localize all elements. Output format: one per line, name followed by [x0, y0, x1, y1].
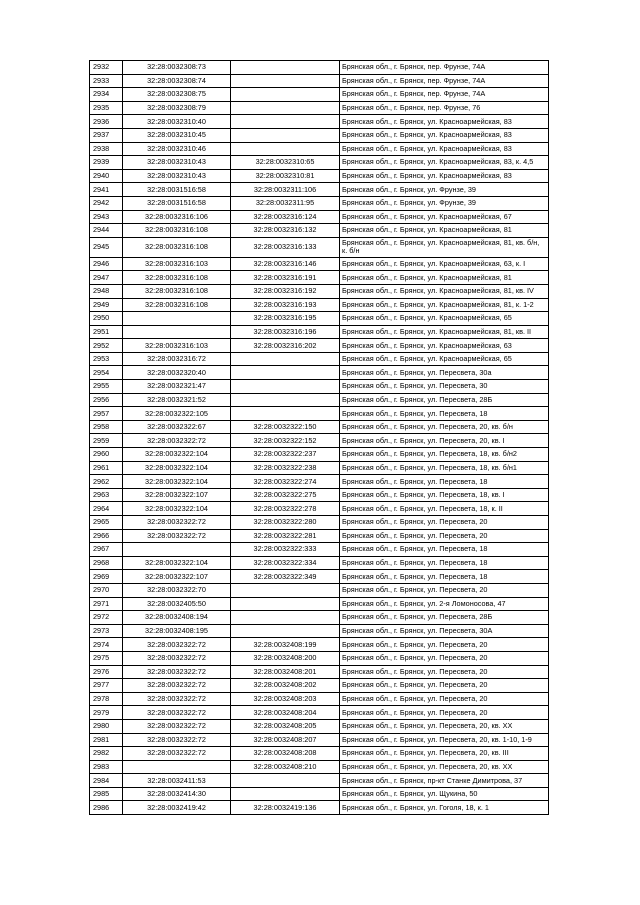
- table-row: [90, 339, 549, 353]
- linked-cadastral-number-cell: [231, 611, 340, 625]
- address-cell: Брянская обл., г. Брянск, пер. Фрунзе, 76: [340, 101, 549, 115]
- address-cell: Брянская обл., г. Брянск, ул. Пересвета, 30А: [340, 624, 549, 638]
- cadastral-table-body: [90, 61, 549, 815]
- table-row: [90, 284, 549, 298]
- address-cell: Брянская обл., г. Брянск, ул. Красноармейская, 81, кв. IV: [340, 284, 549, 298]
- cadastral-number-cell: 32:28:0032316:103: [123, 257, 231, 271]
- cadastral-number-cell: 32:28:0032322:107: [123, 570, 231, 584]
- row-number-cell: 2972: [90, 611, 123, 625]
- table-row: [90, 679, 549, 693]
- table-row: [90, 61, 549, 75]
- address-cell: Брянская обл., г. Брянск, ул. Красноармейская, 81: [340, 224, 549, 238]
- cadastral-number-cell: 32:28:0032322:72: [123, 665, 231, 679]
- row-number-cell: 2979: [90, 706, 123, 720]
- address-cell: Брянская обл., г. Брянск, ул. Красноармейская, 83, к. 4,5: [340, 156, 549, 170]
- linked-cadastral-number-cell: [231, 128, 340, 142]
- cadastral-number-cell: 32:28:0032322:72: [123, 692, 231, 706]
- row-number-cell: 2964: [90, 502, 123, 516]
- table-row: [90, 719, 549, 733]
- address-cell: Брянская обл., г. Брянск, ул. Пересвета, 18: [340, 407, 549, 421]
- table-row: [90, 488, 549, 502]
- row-number-cell: 2957: [90, 407, 123, 421]
- linked-cadastral-number-cell: [231, 407, 340, 421]
- linked-cadastral-number-cell: 32:28:0032322:150: [231, 420, 340, 434]
- linked-cadastral-number-cell: 32:28:0032322:274: [231, 475, 340, 489]
- address-cell: Брянская обл., г. Брянск, ул. Красноармейская, 65: [340, 312, 549, 326]
- table-row: [90, 624, 549, 638]
- address-cell: Брянская обл., г. Брянск, ул. Красноармейская, 81, к. 1-2: [340, 298, 549, 312]
- table-row: [90, 257, 549, 271]
- linked-cadastral-number-cell: 32:28:0032310:81: [231, 169, 340, 183]
- cadastral-number-cell: 32:28:0032322:72: [123, 706, 231, 720]
- table-row: [90, 543, 549, 557]
- table-row: [90, 774, 549, 788]
- table-row: [90, 128, 549, 142]
- address-cell: Брянская обл., г. Брянск, ул. Красноармейская, 81, кв. II: [340, 325, 549, 339]
- row-number-cell: 2946: [90, 257, 123, 271]
- table-row: [90, 271, 549, 285]
- linked-cadastral-number-cell: 32:28:0032322:333: [231, 543, 340, 557]
- linked-cadastral-number-cell: [231, 352, 340, 366]
- table-row: [90, 312, 549, 326]
- linked-cadastral-number-cell: [231, 393, 340, 407]
- linked-cadastral-number-cell: 32:28:0032322:238: [231, 461, 340, 475]
- row-number-cell: 2971: [90, 597, 123, 611]
- cadastral-number-cell: 32:28:0032322:72: [123, 516, 231, 530]
- address-cell: Брянская обл., г. Брянск, пр-кт Станке Димитрова, 37: [340, 774, 549, 788]
- address-cell: Брянская обл., г. Брянск, ул. Красноармейская, 81: [340, 271, 549, 285]
- row-number-cell: 2975: [90, 651, 123, 665]
- cadastral-number-cell: 32:28:0032411:53: [123, 774, 231, 788]
- row-number-cell: 2949: [90, 298, 123, 312]
- linked-cadastral-number-cell: 32:28:0032408:205: [231, 719, 340, 733]
- address-cell: Брянская обл., г. Брянск, ул. Пересвета, 20: [340, 706, 549, 720]
- row-number-cell: 2953: [90, 352, 123, 366]
- row-number-cell: 2937: [90, 128, 123, 142]
- address-cell: Брянская обл., г. Брянск, ул. Красноармейская, 65: [340, 352, 549, 366]
- address-cell: Брянская обл., г. Брянск, ул. Красноармейская, 83: [340, 115, 549, 129]
- row-number-cell: 2952: [90, 339, 123, 353]
- linked-cadastral-number-cell: 32:28:0032316:196: [231, 325, 340, 339]
- table-row: [90, 169, 549, 183]
- linked-cadastral-number-cell: 32:28:0032311:106: [231, 183, 340, 197]
- row-number-cell: 2956: [90, 393, 123, 407]
- row-number-cell: 2940: [90, 169, 123, 183]
- cadastral-number-cell: 32:28:0032308:75: [123, 88, 231, 102]
- table-row: [90, 407, 549, 421]
- cadastral-number-cell: 32:28:0032310:45: [123, 128, 231, 142]
- row-number-cell: 2973: [90, 624, 123, 638]
- linked-cadastral-number-cell: 32:28:0032322:152: [231, 434, 340, 448]
- row-number-cell: 2969: [90, 570, 123, 584]
- address-cell: Брянская обл., г. Брянск, ул. Пересвета, 18, к. II: [340, 502, 549, 516]
- cadastral-number-cell: 32:28:0032322:72: [123, 747, 231, 761]
- row-number-cell: 2936: [90, 115, 123, 129]
- cadastral-number-cell: 32:28:0032322:104: [123, 556, 231, 570]
- row-number-cell: 2982: [90, 747, 123, 761]
- row-number-cell: 2941: [90, 183, 123, 197]
- address-cell: Брянская обл., г. Брянск, ул. Пересвета, 20, кв. I: [340, 434, 549, 448]
- table-row: [90, 142, 549, 156]
- address-cell: Брянская обл., г. Брянск, ул. Красноармейская, 83: [340, 142, 549, 156]
- cadastral-number-cell: [123, 312, 231, 326]
- linked-cadastral-number-cell: 32:28:0032408:201: [231, 665, 340, 679]
- cadastral-number-cell: 32:28:0032308:79: [123, 101, 231, 115]
- row-number-cell: 2943: [90, 210, 123, 224]
- table-row: [90, 516, 549, 530]
- cadastral-number-cell: 32:28:0032316:108: [123, 224, 231, 238]
- cadastral-number-cell: 32:28:0032322:72: [123, 719, 231, 733]
- address-cell: Брянская обл., г. Брянск, ул. Пересвета, 20, кв. XX: [340, 760, 549, 774]
- linked-cadastral-number-cell: [231, 74, 340, 88]
- row-number-cell: 2955: [90, 380, 123, 394]
- table-row: [90, 434, 549, 448]
- linked-cadastral-number-cell: 32:28:0032419:136: [231, 801, 340, 815]
- table-row: [90, 210, 549, 224]
- table-row: [90, 298, 549, 312]
- table-row: [90, 787, 549, 801]
- table-row: [90, 801, 549, 815]
- address-cell: Брянская обл., г. Брянск, ул. Пересвета, 18: [340, 570, 549, 584]
- row-number-cell: 2970: [90, 583, 123, 597]
- table-row: [90, 420, 549, 434]
- cadastral-number-cell: 32:28:0032322:104: [123, 502, 231, 516]
- table-row: [90, 611, 549, 625]
- address-cell: Брянская обл., г. Брянск, ул. Пересвета, 20, кв. б/н: [340, 420, 549, 434]
- row-number-cell: 2961: [90, 461, 123, 475]
- row-number-cell: 2939: [90, 156, 123, 170]
- row-number-cell: 2983: [90, 760, 123, 774]
- address-cell: Брянская обл., г. Брянск, ул. 2-я Ломоносова, 47: [340, 597, 549, 611]
- table-row: [90, 74, 549, 88]
- linked-cadastral-number-cell: 32:28:0032322:334: [231, 556, 340, 570]
- cadastral-number-cell: 32:28:0032322:72: [123, 679, 231, 693]
- address-cell: Брянская обл., г. Брянск, пер. Фрунзе, 74А: [340, 74, 549, 88]
- row-number-cell: 2966: [90, 529, 123, 543]
- address-cell: Брянская обл., г. Брянск, ул. Пересвета, 20: [340, 529, 549, 543]
- row-number-cell: 2944: [90, 224, 123, 238]
- table-row: [90, 325, 549, 339]
- table-row: [90, 529, 549, 543]
- row-number-cell: 2951: [90, 325, 123, 339]
- cadastral-number-cell: 32:28:0032316:72: [123, 352, 231, 366]
- linked-cadastral-number-cell: 32:28:0032408:204: [231, 706, 340, 720]
- cadastral-number-cell: 32:28:0032321:47: [123, 380, 231, 394]
- table-row: [90, 760, 549, 774]
- address-cell: Брянская обл., г. Брянск, ул. Гоголя, 18, к. 1: [340, 801, 549, 815]
- cadastral-number-cell: 32:28:0032414:30: [123, 787, 231, 801]
- linked-cadastral-number-cell: 32:28:0032322:278: [231, 502, 340, 516]
- address-cell: Брянская обл., г. Брянск, пер. Фрунзе, 74А: [340, 61, 549, 75]
- row-number-cell: 2968: [90, 556, 123, 570]
- cadastral-number-cell: 32:28:0032310:43: [123, 156, 231, 170]
- row-number-cell: 2985: [90, 787, 123, 801]
- address-cell: Брянская обл., г. Брянск, ул. Пересвета, 20, кв. III: [340, 747, 549, 761]
- table-row: [90, 115, 549, 129]
- cadastral-number-cell: 32:28:0032322:104: [123, 461, 231, 475]
- table-row: [90, 665, 549, 679]
- linked-cadastral-number-cell: 32:28:0032316:133: [231, 237, 340, 257]
- address-cell: Брянская обл., г. Брянск, ул. Пересвета, 28Б: [340, 393, 549, 407]
- linked-cadastral-number-cell: 32:28:0032316:202: [231, 339, 340, 353]
- cadastral-number-cell: 32:28:0032308:73: [123, 61, 231, 75]
- linked-cadastral-number-cell: 32:28:0032408:202: [231, 679, 340, 693]
- cadastral-number-cell: 32:28:0032322:104: [123, 448, 231, 462]
- address-cell: Брянская обл., г. Брянск, ул. Пересвета, 30а: [340, 366, 549, 380]
- cadastral-number-cell: 32:28:0032322:72: [123, 529, 231, 543]
- address-cell: Брянская обл., г. Брянск, ул. Фрунзе, 39: [340, 196, 549, 210]
- cadastral-number-cell: 32:28:0032322:70: [123, 583, 231, 597]
- row-number-cell: 2965: [90, 516, 123, 530]
- address-cell: Брянская обл., г. Брянск, ул. Пересвета, 18: [340, 475, 549, 489]
- linked-cadastral-number-cell: 32:28:0032408:199: [231, 638, 340, 652]
- address-cell: Брянская обл., г. Брянск, ул. Пересвета, 20: [340, 679, 549, 693]
- linked-cadastral-number-cell: 32:28:0032310:65: [231, 156, 340, 170]
- linked-cadastral-number-cell: 32:28:0032316:146: [231, 257, 340, 271]
- address-cell: Брянская обл., г. Брянск, ул. Красноармейская, 81, кв. б/н, к. б/н: [340, 237, 549, 257]
- cadastral-number-cell: 32:28:0032308:74: [123, 74, 231, 88]
- address-cell: Брянская обл., г. Брянск, ул. Пересвета, 30: [340, 380, 549, 394]
- cadastral-number-cell: 32:28:0032322:72: [123, 651, 231, 665]
- cadastral-number-cell: 32:28:0032316:108: [123, 237, 231, 257]
- address-cell: Брянская обл., г. Брянск, ул. Пересвета, 20: [340, 583, 549, 597]
- cadastral-number-cell: 32:28:0032408:194: [123, 611, 231, 625]
- table-row: [90, 733, 549, 747]
- address-cell: Брянская обл., г. Брянск, ул. Красноармейская, 63, к. I: [340, 257, 549, 271]
- linked-cadastral-number-cell: 32:28:0032322:280: [231, 516, 340, 530]
- table-row: [90, 638, 549, 652]
- linked-cadastral-number-cell: [231, 115, 340, 129]
- linked-cadastral-number-cell: 32:28:0032322:275: [231, 488, 340, 502]
- row-number-cell: 2978: [90, 692, 123, 706]
- row-number-cell: 2947: [90, 271, 123, 285]
- linked-cadastral-number-cell: [231, 583, 340, 597]
- cadastral-number-cell: 32:28:0032310:40: [123, 115, 231, 129]
- linked-cadastral-number-cell: 32:28:0032408:208: [231, 747, 340, 761]
- row-number-cell: 2935: [90, 101, 123, 115]
- linked-cadastral-number-cell: [231, 380, 340, 394]
- linked-cadastral-number-cell: 32:28:0032311:95: [231, 196, 340, 210]
- linked-cadastral-number-cell: 32:28:0032316:132: [231, 224, 340, 238]
- cadastral-number-cell: [123, 543, 231, 557]
- cadastral-number-cell: 32:28:0032405:50: [123, 597, 231, 611]
- table-row: [90, 556, 549, 570]
- cadastral-number-cell: 32:28:0032322:72: [123, 733, 231, 747]
- row-number-cell: 2942: [90, 196, 123, 210]
- table-row: [90, 461, 549, 475]
- table-row: [90, 393, 549, 407]
- table-row: [90, 352, 549, 366]
- linked-cadastral-number-cell: [231, 101, 340, 115]
- address-cell: Брянская обл., г. Брянск, ул. Пересвета, 18, кв. б/н1: [340, 461, 549, 475]
- linked-cadastral-number-cell: 32:28:0032408:210: [231, 760, 340, 774]
- address-cell: Брянская обл., г. Брянск, ул. Красноармейская, 83: [340, 169, 549, 183]
- row-number-cell: 2980: [90, 719, 123, 733]
- linked-cadastral-number-cell: [231, 624, 340, 638]
- row-number-cell: 2967: [90, 543, 123, 557]
- cadastral-number-cell: 32:28:0032408:195: [123, 624, 231, 638]
- table-row: [90, 196, 549, 210]
- row-number-cell: 2959: [90, 434, 123, 448]
- linked-cadastral-number-cell: 32:28:0032316:124: [231, 210, 340, 224]
- linked-cadastral-number-cell: 32:28:0032316:193: [231, 298, 340, 312]
- row-number-cell: 2962: [90, 475, 123, 489]
- row-number-cell: 2958: [90, 420, 123, 434]
- address-cell: Брянская обл., г. Брянск, ул. Пересвета, 20, кв. 1-10, 1-9: [340, 733, 549, 747]
- address-cell: Брянская обл., г. Брянск, ул. Пересвета, 28Б: [340, 611, 549, 625]
- row-number-cell: 2932: [90, 61, 123, 75]
- row-number-cell: 2974: [90, 638, 123, 652]
- table-row: [90, 475, 549, 489]
- linked-cadastral-number-cell: 32:28:0032322:349: [231, 570, 340, 584]
- row-number-cell: 2938: [90, 142, 123, 156]
- table-row: [90, 237, 549, 257]
- cadastral-number-cell: 32:28:0032310:43: [123, 169, 231, 183]
- cadastral-number-cell: 32:28:0032310:46: [123, 142, 231, 156]
- address-cell: Брянская обл., г. Брянск, ул. Пересвета, 18: [340, 556, 549, 570]
- linked-cadastral-number-cell: [231, 597, 340, 611]
- linked-cadastral-number-cell: [231, 142, 340, 156]
- table-row: [90, 597, 549, 611]
- table-row: [90, 183, 549, 197]
- address-cell: Брянская обл., г. Брянск, ул. Пересвета, 20, кв. XX: [340, 719, 549, 733]
- cadastral-number-cell: [123, 325, 231, 339]
- address-cell: Брянская обл., г. Брянск, ул. Пересвета, 18: [340, 543, 549, 557]
- linked-cadastral-number-cell: 32:28:0032316:191: [231, 271, 340, 285]
- row-number-cell: 2963: [90, 488, 123, 502]
- address-cell: Брянская обл., г. Брянск, ул. Пересвета, 20: [340, 651, 549, 665]
- table-row: [90, 101, 549, 115]
- linked-cadastral-number-cell: [231, 88, 340, 102]
- linked-cadastral-number-cell: 32:28:0032322:237: [231, 448, 340, 462]
- address-cell: Брянская обл., г. Брянск, ул. Фрунзе, 39: [340, 183, 549, 197]
- cadastral-number-cell: 32:28:0032322:72: [123, 434, 231, 448]
- linked-cadastral-number-cell: [231, 787, 340, 801]
- table-row: [90, 692, 549, 706]
- table-row: [90, 224, 549, 238]
- row-number-cell: 2976: [90, 665, 123, 679]
- address-cell: Брянская обл., г. Брянск, ул. Красноармейская, 83: [340, 128, 549, 142]
- cadastral-number-cell: 32:28:0032316:103: [123, 339, 231, 353]
- cadastral-number-cell: 32:28:0032321:52: [123, 393, 231, 407]
- cadastral-number-cell: 32:28:0032322:67: [123, 420, 231, 434]
- address-cell: Брянская обл., г. Брянск, ул. Красноармейская, 67: [340, 210, 549, 224]
- cadastral-table: [89, 60, 549, 815]
- table-row: [90, 448, 549, 462]
- table-row: [90, 502, 549, 516]
- cadastral-number-cell: 32:28:0032316:106: [123, 210, 231, 224]
- cadastral-number-cell: 32:28:0032316:108: [123, 271, 231, 285]
- row-number-cell: 2981: [90, 733, 123, 747]
- linked-cadastral-number-cell: 32:28:0032316:195: [231, 312, 340, 326]
- address-cell: Брянская обл., г. Брянск, ул. Щукина, 50: [340, 787, 549, 801]
- cadastral-number-cell: 32:28:0032316:108: [123, 298, 231, 312]
- cadastral-number-cell: 32:28:0032322:107: [123, 488, 231, 502]
- address-cell: Брянская обл., г. Брянск, ул. Пересвета, 20: [340, 665, 549, 679]
- row-number-cell: 2945: [90, 237, 123, 257]
- address-cell: Брянская обл., г. Брянск, ул. Пересвета, 18, кв. б/н2: [340, 448, 549, 462]
- address-cell: Брянская обл., г. Брянск, ул. Пересвета, 20: [340, 516, 549, 530]
- table-row: [90, 747, 549, 761]
- linked-cadastral-number-cell: 32:28:0032408:203: [231, 692, 340, 706]
- address-cell: Брянская обл., г. Брянск, пер. Фрунзе, 74А: [340, 88, 549, 102]
- row-number-cell: 2933: [90, 74, 123, 88]
- cadastral-number-cell: 32:28:0031516:58: [123, 183, 231, 197]
- cadastral-number-cell: [123, 760, 231, 774]
- linked-cadastral-number-cell: [231, 774, 340, 788]
- row-number-cell: 2954: [90, 366, 123, 380]
- table-row: [90, 156, 549, 170]
- cadastral-number-cell: 32:28:0032320:40: [123, 366, 231, 380]
- cadastral-number-cell: 32:28:0032316:108: [123, 284, 231, 298]
- linked-cadastral-number-cell: [231, 366, 340, 380]
- cadastral-number-cell: 32:28:0032419:42: [123, 801, 231, 815]
- table-row: [90, 583, 549, 597]
- address-cell: Брянская обл., г. Брянск, ул. Пересвета, 20: [340, 692, 549, 706]
- address-cell: Брянская обл., г. Брянск, ул. Красноармейская, 63: [340, 339, 549, 353]
- linked-cadastral-number-cell: 32:28:0032322:281: [231, 529, 340, 543]
- row-number-cell: 2950: [90, 312, 123, 326]
- table-row: [90, 88, 549, 102]
- cadastral-number-cell: 32:28:0031516:58: [123, 196, 231, 210]
- cadastral-number-cell: 32:28:0032322:72: [123, 638, 231, 652]
- table-row: [90, 366, 549, 380]
- linked-cadastral-number-cell: [231, 61, 340, 75]
- address-cell: Брянская обл., г. Брянск, ул. Пересвета, 18, кв. I: [340, 488, 549, 502]
- row-number-cell: 2960: [90, 448, 123, 462]
- linked-cadastral-number-cell: 32:28:0032316:192: [231, 284, 340, 298]
- row-number-cell: 2977: [90, 679, 123, 693]
- table-row: [90, 380, 549, 394]
- table-row: [90, 706, 549, 720]
- linked-cadastral-number-cell: 32:28:0032408:200: [231, 651, 340, 665]
- row-number-cell: 2948: [90, 284, 123, 298]
- row-number-cell: 2984: [90, 774, 123, 788]
- linked-cadastral-number-cell: 32:28:0032408:207: [231, 733, 340, 747]
- address-cell: Брянская обл., г. Брянск, ул. Пересвета, 20: [340, 638, 549, 652]
- row-number-cell: 2934: [90, 88, 123, 102]
- table-row: [90, 570, 549, 584]
- table-row: [90, 651, 549, 665]
- row-number-cell: 2986: [90, 801, 123, 815]
- cadastral-number-cell: 32:28:0032322:104: [123, 475, 231, 489]
- cadastral-number-cell: 32:28:0032322:105: [123, 407, 231, 421]
